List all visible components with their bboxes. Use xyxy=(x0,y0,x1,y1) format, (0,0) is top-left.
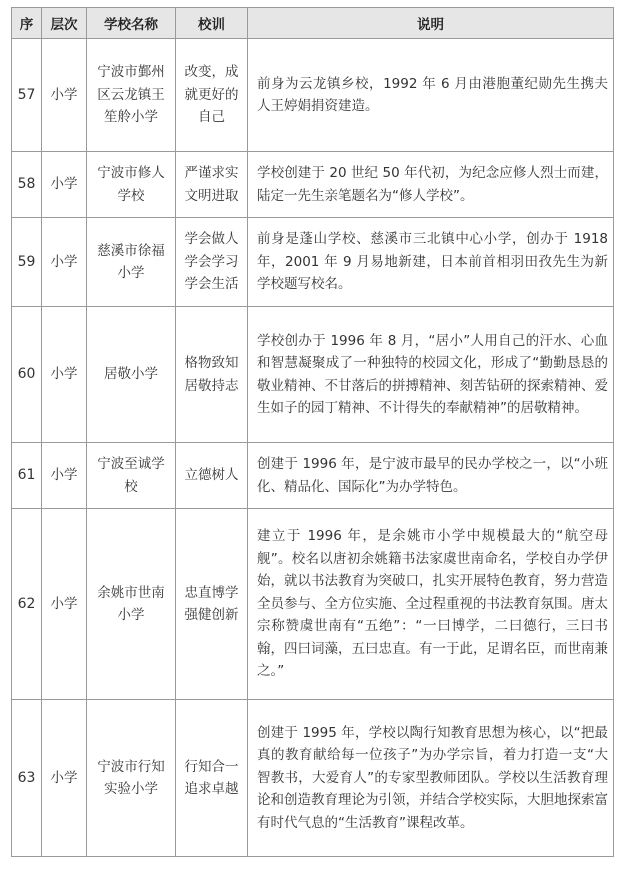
cell-name: 宁波至诚学校 xyxy=(87,443,176,509)
cell-level: 小学 xyxy=(42,39,87,152)
cell-seq: 59 xyxy=(12,218,42,307)
cell-desc: 学校创办于 1996 年 8 月，“居小”人用自己的汗水、心血和智慧凝聚成了一种独特的校园文化，形成了“勤勤恳恳的敬业精神、不甘落后的拼搏精神、刻苦钻研的探索精神、爱生如子的园丁精神、不计得失的奉献精神”的居敬精神。 xyxy=(248,307,614,443)
cell-level: 小学 xyxy=(42,218,87,307)
cell-desc: 前身为云龙镇乡校，1992 年 6 月由港胞董纪勋先生携夫人王婷娟捐资建造。 xyxy=(248,39,614,152)
table-row xyxy=(12,152,614,218)
cell-motto: 行知合一追求卓越 xyxy=(176,700,248,857)
cell-level: 小学 xyxy=(42,152,87,218)
cell-name: 宁波市鄞州区云龙镇王笙舲小学 xyxy=(87,39,176,152)
table-row xyxy=(12,218,614,307)
cell-seq: 58 xyxy=(12,152,42,218)
cell-desc: 建立于 1996 年，是余姚市小学中规模最大的“航空母舰”。校名以唐初余姚籍书法家虞世南命名，学校自办学伊始，就以书法教育为突破口，扎实开展特色教育，努力营造全员参与、全方位实施、全过程重视的书法教育氛围。唐太宗称赞虞世南有“五绝”：“一曰博学，二曰德行，三曰书翰，四曰词藻，五曰忠直。有一于此，足谓名臣，而世南兼之。” xyxy=(248,509,614,700)
cell-motto: 学会做人学会学习学会生活 xyxy=(176,218,248,307)
cell-level: 小学 xyxy=(42,443,87,509)
cell-level: 小学 xyxy=(42,307,87,443)
cell-seq: 60 xyxy=(12,307,42,443)
cell-level: 小学 xyxy=(42,509,87,700)
header-desc: 说明 xyxy=(248,8,614,39)
header-row xyxy=(12,8,614,39)
table-row xyxy=(12,509,614,700)
cell-name: 居敬小学 xyxy=(87,307,176,443)
cell-motto: 立德树人 xyxy=(176,443,248,509)
cell-desc: 学校创建于 20 世纪 50 年代初，为纪念应修人烈士而建，陆定一先生亲笔题名为“修人学校”。 xyxy=(248,152,614,218)
header-motto: 校训 xyxy=(176,8,248,39)
cell-seq: 61 xyxy=(12,443,42,509)
header-seq: 序 xyxy=(12,8,42,39)
cell-level: 小学 xyxy=(42,700,87,857)
table-row xyxy=(12,700,614,857)
cell-name: 宁波市行知实验小学 xyxy=(87,700,176,857)
cell-name: 宁波市修人学校 xyxy=(87,152,176,218)
cell-name: 余姚市世南小学 xyxy=(87,509,176,700)
cell-desc: 前身是蓬山学校、慈溪市三北镇中心小学，创办于 1918 年，2001 年 9 月易地新建，日本前首相羽田孜先生为新学校题写校名。 xyxy=(248,218,614,307)
table-row xyxy=(12,443,614,509)
cell-desc: 创建于 1996 年，是宁波市最早的民办学校之一，以“小班化、精品化、国际化”为办学特色。 xyxy=(248,443,614,509)
cell-seq: 63 xyxy=(12,700,42,857)
cell-desc: 创建于 1995 年，学校以陶行知教育思想为核心，以“把最真的教育献给每一位孩子”为办学宗旨，着力打造一支“大智教书，大爱育人”的专家型教师团队。学校以生活教育理论和创造教育理论为引领，并结合学校实际，大胆地探索富有时代气息的“生活教育”课程改革。 xyxy=(248,700,614,857)
header-level: 层次 xyxy=(42,8,87,39)
cell-motto: 格物致知居敬持志 xyxy=(176,307,248,443)
cell-seq: 57 xyxy=(12,39,42,152)
table-row xyxy=(12,39,614,152)
cell-motto: 严谨求实文明进取 xyxy=(176,152,248,218)
cell-name: 慈溪市徐福小学 xyxy=(87,218,176,307)
schools-table xyxy=(11,7,614,857)
header-name: 学校名称 xyxy=(87,8,176,39)
cell-motto: 忠直博学强健创新 xyxy=(176,509,248,700)
cell-seq: 62 xyxy=(12,509,42,700)
table-row xyxy=(12,307,614,443)
cell-motto: 改变，成就更好的自己 xyxy=(176,39,248,152)
